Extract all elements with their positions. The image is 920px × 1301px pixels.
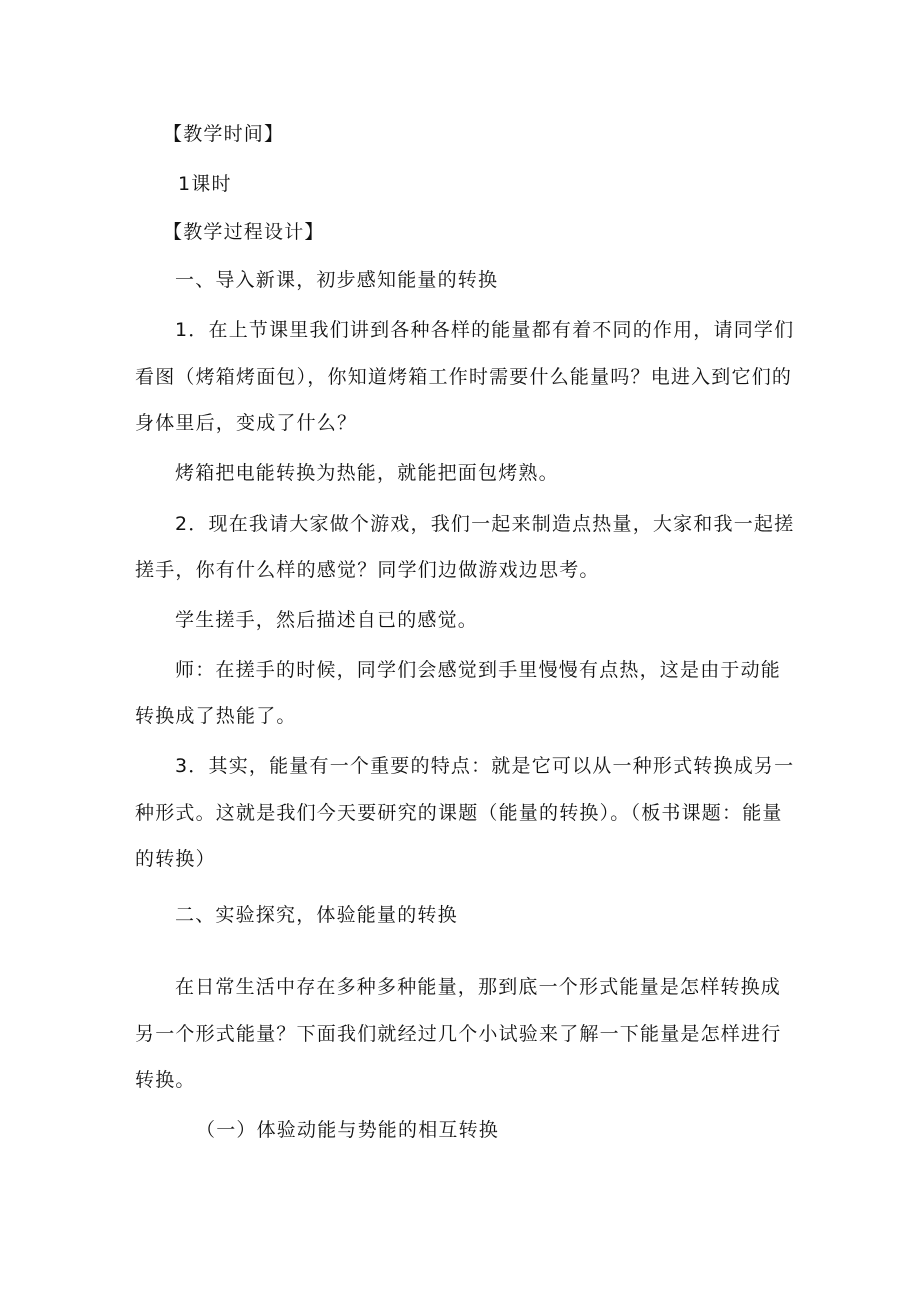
section-heading-2: 二、实验探究，体验能量的转换 — [175, 904, 458, 926]
paragraph-line: 2．现在我请大家做个游戏，我们一起来制造点热量，大家和我一起搓 — [175, 513, 795, 535]
paragraph-line: 1．在上节课里我们讲到各种各样的能量都有着不同的作用，请同学们 — [175, 319, 795, 341]
subsection-heading: （一）体验动能与势能的相互转换 — [196, 1119, 500, 1141]
paragraph-line: 师：在搓手的时候，同学们会感觉到手里慢慢有点热，这是由于动能 — [175, 659, 782, 681]
paragraph-line: 搓手，你有什么样的感觉？同学们边做游戏边思考。 — [135, 559, 600, 581]
paragraph-line: 转换。 — [135, 1069, 196, 1091]
paragraph-line: 的转换） — [135, 848, 216, 870]
teaching-time-value: 1课时 — [178, 173, 232, 195]
paragraph-line: 学生搓手，然后描述自已的感觉。 — [175, 609, 479, 631]
paragraph-line: 在日常生活中存在多种多种能量，那到底一个形式能量是怎样转换成 — [175, 976, 782, 998]
paragraph-line: 看图（烤箱烤面包），你知道烤箱工作时需要什么能量吗？电进入到它们的 — [135, 366, 793, 388]
paragraph-line: 烤箱把电能转换为热能，就能把面包烤熟。 — [175, 462, 559, 484]
heading-teaching-time: 【教学时间】 — [163, 123, 285, 145]
section-heading-1: 一、导入新课，初步感知能量的转换 — [175, 269, 499, 291]
paragraph-line: 身体里后，变成了什么？ — [135, 412, 358, 434]
heading-teaching-process: 【教学过程设计】 — [163, 221, 325, 243]
paragraph-line: 另一个形式能量？下面我们就经过几个小试验来了解一下能量是怎样进行 — [135, 1023, 782, 1045]
paragraph-line: 种形式。这就是我们今天要研究的课题（能量的转换）。（板书课题：能量 — [135, 802, 783, 824]
paragraph-line: 转换成了热能了。 — [135, 705, 297, 727]
paragraph-line: 3．其实，能量有一个重要的特点：就是它可以从一种形式转换成另一 — [175, 755, 795, 777]
